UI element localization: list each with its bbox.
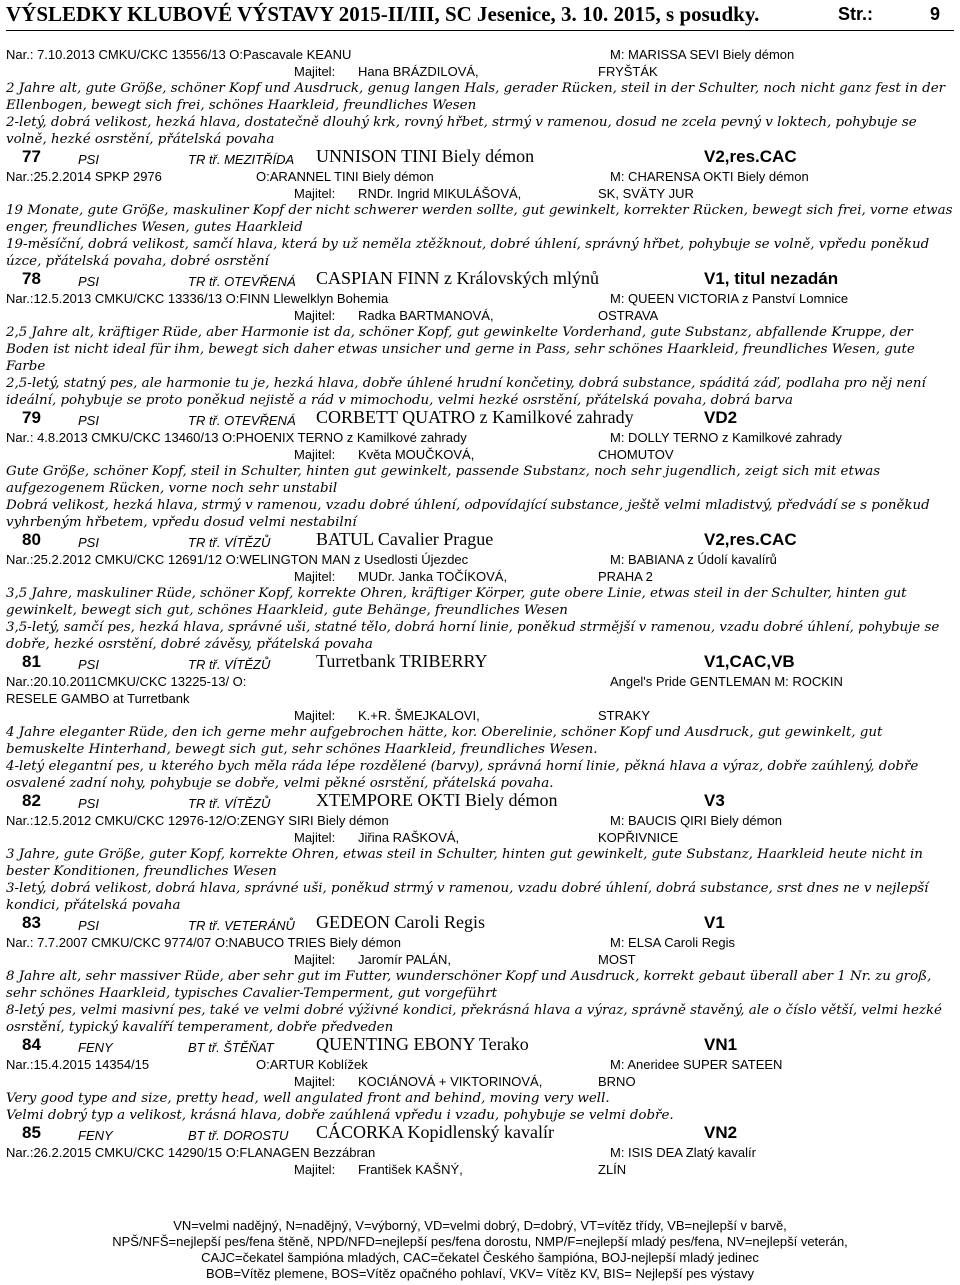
owner-city: STRAKY [598,708,651,723]
owner-label: Majitel: [294,830,336,845]
owner-line [6,568,956,585]
legend-footer [0,1218,960,1282]
sex-label: PSI [78,918,99,933]
owner-city: OSTRAVA [598,308,659,323]
dog-entry [6,409,956,531]
registration-line [6,1144,956,1161]
result: V3 [704,791,725,810]
dog-entry [6,1124,956,1178]
owner-label: Majitel: [294,447,336,462]
owner-name: František KAŠNÝ, [358,1162,463,1177]
registration-line [6,551,956,568]
sex-label: PSI [78,152,99,167]
dog-entry [6,792,956,914]
owner-label: Majitel: [294,952,336,967]
result: V1 [704,913,725,932]
owner-city: BRNO [598,1074,636,1089]
owner-line [6,707,956,724]
owner-city: MOST [598,952,636,967]
registration-continuation [6,690,956,707]
owner-line [6,951,956,968]
owner-city: FRYŠTÁK [598,64,658,79]
sex-label: FENY [78,1040,113,1055]
owner-name: RNDr. Ingrid MIKULÁŠOVÁ, [358,186,522,201]
registration-line [6,290,956,307]
legend-line: BOB=Vítěz plemene, BOS=Vítěz opačného pohlaví, VKV= Vítěz KV, BIS= Nejlepší pes výstavy [206,1266,754,1281]
owner-line [6,307,956,324]
dam: M: CHARENSA OKTI Biely démon [610,169,809,184]
class-label: TR tř. VÍTĚZŮ [188,796,271,811]
dog-entry [6,914,956,1036]
dog-name: XTEMPORE OKTI Biely démon [316,790,558,810]
result: V1,CAC,VB [704,652,795,671]
birth-registration-sire: Nar.:15.4.2015 14354/15 [6,1057,150,1072]
birth-registration-sire: Nar.: 4.8.2013 CMKU/CKC 13460/13 O:PHOENIX TERNO z Kamilkové zahrady [6,430,467,445]
judge-critique-czech: Velmi dobrý typ a velikost, krásná hlava, dobře zaúhlená vpředu i vzadu, pohybuje se velmi dobře. [6,1108,674,1123]
judge-critique-original: 3 Jahre, gute Größe, guter Kopf, korrekte Ohren, etwas steil in Schulter, hinten gut gewinkelt, gute Substanz, Haarkleid heute nicht in bester Konditionen, freundliches Wesen [6,847,923,879]
entry-heading [6,409,956,429]
owner-line [6,185,956,202]
birth-registration-sire: Nar.:25.2.2014 SPKP 2976 [6,169,162,184]
catalog-number: 83 [22,913,41,932]
birth-registration-sire: Nar.:12.5.2013 CMKU/CKC 13336/13 O:FINN Llewelklyn Bohemia [6,291,389,306]
catalog-number: 79 [22,408,41,427]
judge-critique-czech: 2-letý, dobrá velikost, hezká hlava, dostatečně dlouhý krk, rovný hřbet, strmý v ramenou, dosud ne zcela pevný v loktech, pohybuje se volně, hezké osrstění, přátelská povaha [6,115,917,147]
dog-name: Turretbank TRIBERRY [316,651,488,671]
owner-line [6,1073,956,1090]
legend-line: CAJC=čekatel šampióna mladých, CAC=čekatel Českého šampióna, BOJ-nejlepší mladý jedinec [201,1250,759,1265]
judge-critique-original: 2,5 Jahre alt, kräftiger Rüde, aber Harmonie ist da, schöner Kopf, gut gewinkelte Vorderhand, gute Substanz, abfallende Kruppe, der Boden ist nicht ideal für ihm, bewegt sich daher etwas unsicher und gerne in Pass, sehr schönes Haarkleid, freundliches Wesen, gute Farbe [6,325,915,374]
dam: M: ISIS DEA Zlatý kavalír [610,1145,756,1160]
class-label: TR tř. OTEVŘENÁ [188,413,296,428]
dog-entry [6,653,956,792]
judge-critique-czech: 19-měsíční, dobrá velikost, samčí hlava, která by už neměla ztěžknout, dobré úhlení, správný hřbet, pohybuje se volně, vpředu poněkud úzce, přátelská povaha, dobré osrstění [6,237,930,269]
dam: M: ELSA Caroli Regis [610,935,735,950]
owner-label: Majitel: [294,186,336,201]
owner-name: Hana BRÁZDILOVÁ, [358,64,479,79]
owner-name: Květa MOUČKOVÁ, [358,447,475,462]
judge-critique-original: 19 Monate, gute Größe, maskuliner Kopf der nicht schwerer werden sollte, gut gewinkelt, korrekter Rücken, bewegt sich frei, vorne etwas enger, freundliches Wesen, gutes Haarkleid [6,203,953,235]
catalog-number: 85 [22,1123,41,1142]
judge-critique-original: 3,5 Jahre, maskuliner Rüde, schöner Kopf, korrekte Ohren, kräftiger Körper, gute obere Linie, etwas steil in der Schulter, hinten gut gewinkelt, bewegt sich gut, schönes Haarkleid, gute Behänge, freundliches Wesen [6,586,907,618]
dog-name: GEDEON Caroli Regis [316,912,485,932]
owner-line [6,829,956,846]
class-label: TR tř. MEZITŘÍDA [188,152,295,167]
entry-heading [6,270,956,290]
page-number: 9 [930,4,941,24]
class-label: TR tř. VÍTĚZŮ [188,657,271,672]
entry-heading [6,1124,956,1144]
owner-label: Majitel: [294,308,336,323]
judge-critique-czech: 8-letý pes, velmi masivní pes, také ve velmi dobré výživné kondici, překrásná hlava a výraz, správně stavěný, ale o číslo větší, velmi hezké osrstění, typický kavalíří temperament, dobře předveden [6,1003,942,1035]
entry-heading [6,531,956,551]
owner-city: KOPŘIVNICE [598,830,679,845]
birth-registration-sire: Nar.:26.2.2015 CMKU/CKC 14290/15 O:FLANAGEN Bezzábran [6,1145,376,1160]
catalog-number: 78 [22,269,41,288]
sex-label: FENY [78,1128,113,1143]
catalog-number: 80 [22,530,41,549]
dog-name: CORBETT QUATRO z Kamilkové zahrady [316,407,634,427]
dam: M: BAUCIS QIRI Biely démon [610,813,782,828]
entry-heading [6,914,956,934]
sex-label: PSI [78,413,99,428]
sex-label: PSI [78,274,99,289]
page-label: Str.: [838,4,874,24]
page-header [6,0,954,28]
birth-registration-sire: Nar.:25.2.2012 CMKU/CKC 12691/12 O:WELINGTON MAN z Usedlosti Újezdec [6,552,469,567]
judge-critique-czech: 4-letý elegantní pes, u kterého bych měla ráda lépe rozdělené (barvy), správná horní linie, pěkná hlava a výraz, dobře zaúhlený, dobře osvalené zadní nohy, pohybuje se dobře, velmi pěkné osrstění, přátelská povaha. [6,759,919,791]
birth-registration-sire: Nar.: 7.10.2013 CMKU/CKC 13556/13 O:Pascavale KEANU [6,47,352,62]
page-title: VÝSLEDKY KLUBOVÉ VÝSTAVY 2015-II/III, SC Jesenice, 3. 10. 2015, s posudky. [6,2,760,26]
birth-registration-sire: Nar.:20.10.2011CMKU/CKC 13225-13/ O: [6,674,247,689]
judge-critique-original: Gute Größe, schöner Kopf, steil in Schulter, hinten gut gewinkelt, passende Substanz, noch sehr jugendlich, zeigt sich mit etwas aufgezogenem Rücken, vorne noch sehr unstabil [6,464,881,496]
registration-line [6,934,956,951]
result: V2,res.CAC [704,147,797,166]
result: VD2 [704,408,738,427]
dog-name: BATUL Cavalier Prague [316,529,494,549]
sire: O:ARANNEL TINI Biely démon [256,169,434,184]
registration-line [6,46,956,63]
dam-continued: RESELE GAMBO at Turretbank [6,691,190,706]
birth-registration-sire: Nar.:12.5.2012 CMKU/CKC 12976-12/O:ZENGY SIRI Biely démon [6,813,389,828]
class-label: TR tř. OTEVŘENÁ [188,274,296,289]
owner-name: Jiřina RAŠKOVÁ, [358,830,460,845]
owner-city: PRAHA 2 [598,569,653,584]
dam: Angel's Pride GENTLEMAN M: ROCKIN [610,674,843,689]
judge-critique-czech: Dobrá velikost, hezká hlava, strmý v ramenou, vzadu dobré úhlení, odpovídající substance, ještě velmi mladistvý, předvádí se s poněkud vyhrbeným hřbetem, vpředu dosud velmi nestabilní [6,498,930,530]
class-label: TR tř. VETERÁNŮ [188,918,295,933]
judge-critique-czech: 3-letý, dobrá velikost, dobrá hlava, správné uši, poněkud strmý v ramenou, vzadu dobré úhlení, dobrá substance, srst dnes ne v nejlepší kondici, přátelská povaha [6,881,929,913]
registration-line [6,168,956,185]
judge-critique-czech: 2,5-letý, statný pes, ale harmonie tu je, hezká hlava, dobře úhlené hrudní končetiny, dobrá substance, spáditá záď, podlaha pro něj není ideální, pohybuje se proto poněkud nejistě a rád v mimochodu, velmi hezké osrstění, přátelská povaha, dobrá barva [6,376,926,408]
result: VN1 [704,1035,738,1054]
dog-name: CÁCORKA Kopidlenský kavalír [316,1122,554,1142]
sire: O:ARTUR Koblížek [256,1057,368,1072]
judge-critique-original: 4 Jahre eleganter Rüde, den ich gerne mehr aufgebrochen hätte, kor. Oberelinie, schöner Kopf und Ausdruck, gut gewinkelt, gut bemuskelte Hinterhand, bewegt sich gut, sehr schönes Haarkleid, freundliches Wesen. [6,725,883,757]
owner-city: ZLÍN [598,1162,627,1177]
owner-label: Majitel: [294,64,336,79]
sex-label: PSI [78,796,99,811]
judge-critique-original: 2 Jahre alt, gute Größe, schöner Kopf und Ausdruck, genug langen Hals, gerader Rücken, steil in der Schulter, noch nicht ganz fest in der Ellenbogen, bewegt sich frei, schönes Haarkleid, freundliches Wesen [6,81,946,113]
owner-label: Majitel: [294,708,336,723]
header-rule [6,30,954,31]
owner-line [6,446,956,463]
owner-line [6,63,956,80]
judge-critique-original: Very good type and size, pretty head, well angulated front and behind, moving very well. [6,1091,610,1106]
birth-registration-sire: Nar.: 7.7.2007 CMKU/CKC 9774/07 O:NABUCO TRIES Biely démon [6,935,401,950]
sex-label: PSI [78,657,99,672]
owner-name: Radka BARTMANOVÁ, [358,308,494,323]
owner-name: Jaromír PALÁN, [358,952,451,967]
class-label: BT tř. DOROSTU [188,1128,289,1143]
owner-name: MUDr. Janka TOČÍKOVÁ, [358,569,508,584]
result: V1, titul nezadán [704,269,839,288]
judge-critique-original: 8 Jahre alt, sehr massiver Rüde, aber sehr gut im Futter, wunderschöner Kopf und Ausdruck, korrekt gebaut überall aber 1 Nr. zu groß, sehr schönes Haarkleid, typisches Cavalier-Temperment, gut vorgeführt [6,969,932,1001]
dam: M: DOLLY TERNO z Kamilkové zahrady [610,430,842,445]
owner-city: CHOMUTOV [598,447,674,462]
owner-name: K.+R. ŠMEJKALOVI, [358,708,480,723]
entry-heading [6,653,956,673]
entries-list [6,46,956,1178]
owner-city: SK, SVÄTY JUR [598,186,694,201]
judge-critique-czech: 3,5-letý, samčí pes, hezká hlava, správné uši, statné tělo, dobrá horní linie, poněkud strmější v ramenou, vzadu dobré úhlení, pohybuje se dobře, hezké osrstění, dobré závěsy, přátelská povaha [6,620,940,652]
dam: M: BABIANA z Údolí kavalírů [610,552,777,567]
registration-line [6,429,956,446]
result: VN2 [704,1123,738,1142]
registration-line [6,812,956,829]
dog-name: CASPIAN FINN z Královských mlýnů [316,268,599,288]
sex-label: PSI [78,535,99,550]
result: V2,res.CAC [704,530,797,549]
dog-entry [6,1036,956,1124]
class-label: TR tř. VÍTĚZŮ [188,535,271,550]
catalog-number: 82 [22,791,41,810]
legend-line: VN=velmi nadějný, N=nadějný, V=výborný, VD=velmi dobrý, D=dobrý, VT=vítěz třídy, VB=nejlepší v barvě, [173,1218,787,1233]
dog-entry [6,270,956,409]
dam: M: QUEEN VICTORIA z Panství Lomnice [610,291,849,306]
catalog-number: 84 [22,1035,41,1054]
owner-name: KOCIÁNOVÁ + VIKTORINOVÁ, [358,1074,543,1089]
class-label: BT tř. ŠTĚŇAT [188,1040,274,1055]
legend-line: NPŠ/NFŠ=nejlepší pes/fena štěně, NPD/NFD=nejlepší pes/fena dorostu, NMP/F=nejlepší mladý pes/fena, NV=nejlepší veterán, [112,1234,848,1249]
owner-label: Majitel: [294,1162,336,1177]
dog-name: QUENTING EBONY Terako [316,1034,529,1054]
registration-line [6,673,956,690]
dam: M: MARISSA SEVI Biely démon [610,47,795,62]
owner-line [6,1161,956,1178]
dog-name: UNNISON TINI Biely démon [316,146,535,166]
catalog-number: 81 [22,652,41,671]
dog-entry [6,531,956,653]
entry-heading [6,792,956,812]
dog-entry [6,46,956,148]
catalog-number: 77 [22,147,41,166]
dam: M: Aneridee SUPER SATEEN [610,1057,783,1072]
registration-line [6,1056,956,1073]
dog-entry [6,148,956,270]
owner-label: Majitel: [294,1074,336,1089]
entry-heading [6,1036,956,1056]
owner-label: Majitel: [294,569,336,584]
entry-heading [6,148,956,168]
